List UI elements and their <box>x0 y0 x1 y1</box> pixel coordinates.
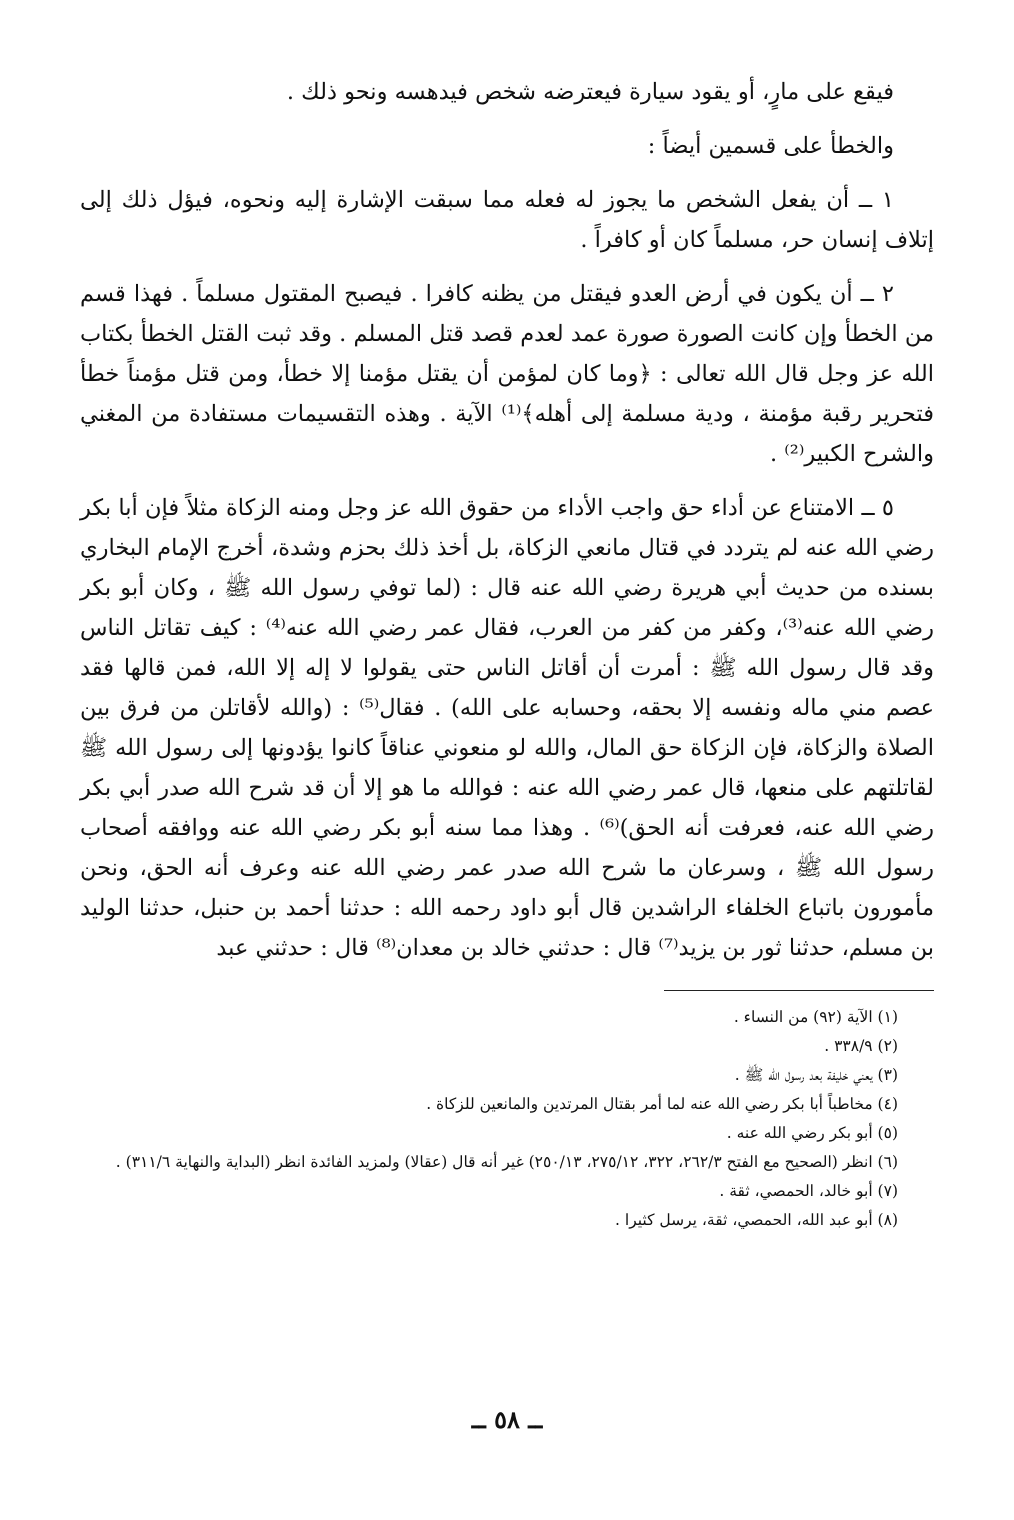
footnote-8: (٨) أبو عبد الله، الحمصي، ثقة، يرسل كثيرا . <box>615 1211 898 1229</box>
footnote-7: (٧) أبو خالد، الحمصي، ثقة . <box>719 1182 898 1200</box>
paragraph-point-5: ٥ ــ الامتناع عن أداء حق واجب الأداء من حقوق الله عز وجل ومنه الزكاة مثلاً فإن أبا بكر رضي الله عنه لم يتردد في قتال مانعي الزكاة، بل أخذ ذلك بحزم وشدة، أخرج الإمام البخاري بسنده من حديث أبي هريرة رضي الله عنه قال : (لما توفي رسول الله ﷺ ، وكان أبو بكر رضي الله عنه⁽³⁾، وكفر من كفر من العرب، فقال عمر رضي الله عنه⁽⁴⁾ : كيف تقاتل الناس وقد قال رسول الله ﷺ : أمرت أن أقاتل الناس حتى يقولوا لا إله إلا الله، فمن قالها فقد عصم مني ماله ونفسه إلا بحقه، وحسابه على الله) . فقال⁽⁵⁾ : (والله لأقاتلن من فرق بين الصلاة والزكاة، فإن الزكاة حق المال، والله لو منعوني عناقاً كانوا يؤدونها إلى رسول الله ﷺ لقاتلتهم على منعها، قال عمر رضي الله عنه : فوالله ما هو إلا أن قد شرح الله صدر أبي بكر رضي الله عنه، فعرفت أنه الحق)⁽⁶⁾ . وهذا مما سنه أبو بكر رضي الله عنه ووافقه أصحاب رسول الله ﷺ ، وسرعان ما شرح الله صدر عمر رضي الله عنه وعرف أنه الحق، ونحن مأمورون باتباع الخلفاء الراشدين قال أبو داود رحمه الله : حدثنا أحمد بن حنبل، حدثنا الوليد بن مسلم، حدثنا ثور بن يزيد⁽⁷⁾ قال : حدثني خالد بن معدان⁽⁸⁾ قال : حدثني عبد <box>80 495 934 961</box>
footnote-3: (٣) يعني خليفة بعد رسول الله ﷺ . <box>734 1066 898 1084</box>
paragraph-error-type-2: ٢ ــ أن يكون في أرض العدو فيقتل من يظنه كافرا . فيصبح المقتول مسلماً . فهذا قسم من الخطأ وإن كانت الصورة صورة عمد لعدم قصد قتل المسلم . وقد ثبت القتل الخطأ بكتاب الله عز وجل قال الله تعالى : ﴿وما كان لمؤمن أن يقتل مؤمنا إلا خطأ، ومن قتل مؤمناً خطأ فتحرير رقبة مؤمنة ، ودية مسلمة إلى أهله﴾⁽¹⁾ الآية . وهذه التقسيمات مستفادة من المغني والشرح الكبير⁽²⁾ . <box>80 281 934 467</box>
footnote-2: (٢) ٣٣٨/٩ . <box>824 1037 898 1055</box>
footnote-5: (٥) أبو بكر رضي الله عنه . <box>726 1124 898 1142</box>
footnote-4: (٤) مخاطباً أبا بكر رضي الله عنه لما أمر بقتال المرتدين والمانعين للزكاة . <box>426 1095 898 1113</box>
paragraph-error-type-1: ١ ــ أن يفعل الشخص ما يجوز له فعله مما سبقت الإشارة إليه ونحوه، فيؤل ذلك إلى إتلاف إنسان حر، مسلماً كان أو كافراً . <box>80 187 934 253</box>
main-text <box>80 72 934 968</box>
footnote-6: (٦) انظر (الصحيح مع الفتح ٢٦٢/٣، ٣٢٢، ٢٧٥/١٢، ٢٥٠/١٣) غير أنه قال (عقالا) ولمزيد الفائدة انظر (البداية والنهاية ٣١١/٦) . <box>115 1153 898 1171</box>
paragraph-error-types-intro: والخطأ على قسمين أيضاً : <box>647 133 894 159</box>
footnotes-section <box>80 1003 934 1235</box>
footnote-1: (١) الآية (٩٢) من النساء . <box>733 1008 898 1026</box>
paragraph-continuation: فيقع على مارٍ، أو يقود سيارة فيعترضه شخص فيدهسه ونحو ذلك . <box>286 79 894 105</box>
footnote-divider <box>664 990 934 991</box>
page-number: ــ ٥٨ ــ <box>471 1405 543 1434</box>
